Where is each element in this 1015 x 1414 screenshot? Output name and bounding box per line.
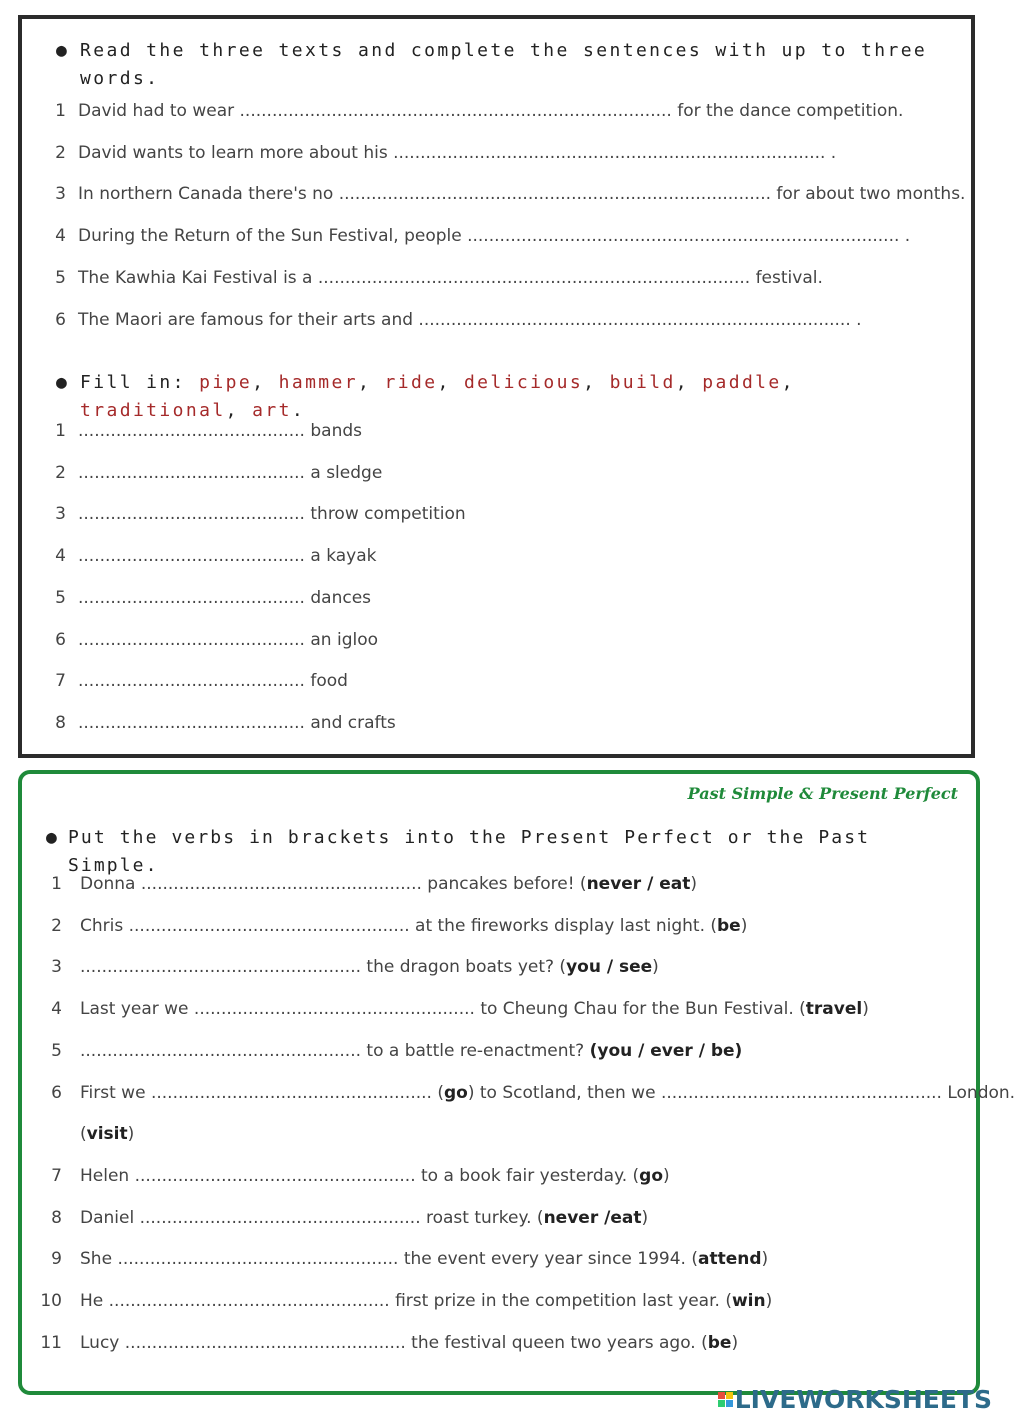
grammar-number: 7 xyxy=(51,1165,62,1186)
verb-hint: you / see xyxy=(566,957,653,978)
question-number: 1 xyxy=(55,101,66,121)
logo-text: LIVEWORKSHEETS xyxy=(734,1384,992,1414)
sentence-close: ) xyxy=(690,874,698,894)
answer-blank[interactable]: .......................................... xyxy=(78,546,305,567)
word-bank-item: pipe xyxy=(199,372,253,393)
word-bank-item: art xyxy=(252,400,292,421)
question-text[interactable]: The Maori are famous for their arts and ................................................................................ . xyxy=(78,309,862,330)
sentence-close: ) xyxy=(740,915,748,936)
question-text[interactable]: During the Return of the Sun Festival, people ................................................................................ . xyxy=(78,226,911,247)
sentence-end: to Cheung Chau for the Bun Festival. ( xyxy=(480,999,806,1020)
fill-in-number: 2 xyxy=(55,462,66,483)
fill-in-number: 4 xyxy=(55,546,66,567)
answer-blank[interactable]: .................................................... xyxy=(660,1082,942,1103)
sentence-end: ( xyxy=(437,1082,444,1103)
sentence-start: Donna xyxy=(80,874,136,894)
sentence-start: Daniel xyxy=(80,1207,135,1228)
answer-blank[interactable]: .......................................... xyxy=(78,504,305,525)
question-text[interactable]: David wants to learn more about his ................................................................................ . xyxy=(78,142,837,163)
sentence-start: He xyxy=(80,1291,104,1311)
answer-blank[interactable]: .................................................... xyxy=(128,915,410,936)
sentence-close: ) xyxy=(641,1207,649,1228)
sentence-start: Lucy xyxy=(80,1332,120,1353)
sentence-end: London. xyxy=(947,1082,1015,1103)
answer-blank[interactable]: .................................................... xyxy=(140,874,422,894)
section-title: Past Simple & Present Perfect xyxy=(687,784,958,803)
answer-blank[interactable]: .................................................... xyxy=(134,1165,416,1186)
grammar-number: 9 xyxy=(51,1249,62,1270)
sentence-close: ) xyxy=(652,957,659,978)
verb-hint: win xyxy=(731,1291,766,1311)
verb-hint: be xyxy=(717,915,741,936)
word-bank-item: build xyxy=(609,372,676,393)
answer-blank[interactable]: .................................................... xyxy=(139,1207,421,1228)
fill-in-number: 5 xyxy=(55,587,66,608)
grammar-number: 2 xyxy=(51,915,62,936)
answer-blank[interactable]: .......................................... xyxy=(78,462,305,483)
liveworksheets-logo xyxy=(718,1386,992,1412)
answer-blank[interactable]: .................................................... xyxy=(124,1332,406,1353)
answer-blank[interactable]: .................................................... xyxy=(108,1291,390,1311)
bullet-icon: ● xyxy=(46,827,57,848)
grammar-number: 11 xyxy=(40,1332,62,1353)
fill-in-text: food xyxy=(310,671,348,692)
sentence-end: roast turkey. ( xyxy=(426,1207,544,1228)
question-number: 4 xyxy=(55,226,66,247)
answer-blank[interactable]: .................................................... xyxy=(117,1249,399,1270)
sentence-end: first prize in the competition last year. ( xyxy=(395,1291,732,1311)
fill-in-prefix: Fill in: xyxy=(80,372,186,393)
answer-blank[interactable]: .................................................... xyxy=(80,957,361,978)
sentence-end: to a battle re-enactment? xyxy=(366,1040,590,1061)
grammar-number: 4 xyxy=(51,999,62,1020)
sentence-start: Chris xyxy=(80,915,124,936)
verb-hint: (you / ever / be) xyxy=(589,1040,743,1061)
fill-in-instruction xyxy=(56,369,960,425)
question-text[interactable]: In northern Canada there's no ................................................................................ for about two months. xyxy=(78,184,966,205)
answer-blank[interactable]: .................................................... xyxy=(150,1082,432,1103)
sentence-end: the festival queen two years ago. ( xyxy=(411,1332,708,1353)
bullet-icon: ● xyxy=(56,40,67,61)
answer-blank[interactable]: .................................................... xyxy=(193,999,475,1020)
verb-hint: go xyxy=(444,1082,468,1103)
sentence-close: ) xyxy=(731,1332,739,1353)
grammar-instruction-text: Put the verbs in brackets into the Present Perfect or the Past Simple. xyxy=(68,827,871,876)
reading-instruction-text: Read the three texts and complete the sentences with up to three words. xyxy=(80,40,928,89)
fill-in-text: dances xyxy=(310,587,372,608)
sentence-close: ) to Scotland, then we xyxy=(467,1082,656,1103)
answer-blank[interactable]: .......................................... xyxy=(78,671,305,692)
answer-blank[interactable]: .......................................... xyxy=(78,712,305,733)
question-text[interactable]: The Kawhia Kai Festival is a ................................................................................ festival. xyxy=(78,267,823,288)
reading-exercise-box xyxy=(18,15,975,758)
sentence-end: to a book fair yesterday. ( xyxy=(421,1165,640,1186)
answer-blank[interactable]: .................................................... xyxy=(80,1040,361,1061)
verb-hint: visit xyxy=(86,1124,128,1145)
sentence-close: ) xyxy=(663,1165,670,1186)
sentence-end: the event every year since 1994. ( xyxy=(403,1249,698,1270)
sentence-start: Last year we xyxy=(80,999,189,1020)
verb-hint: go xyxy=(639,1165,664,1186)
fill-in-number: 1 xyxy=(55,421,66,441)
answer-blank[interactable]: .......................................... xyxy=(78,587,305,608)
sentence-close: ) xyxy=(765,1291,773,1311)
verb-hint: travel xyxy=(805,999,863,1020)
grammar-number: 10 xyxy=(40,1291,62,1311)
fill-in-text: throw competition xyxy=(310,504,466,525)
question-number: 5 xyxy=(55,267,66,288)
fill-in-text: a kayak xyxy=(310,546,377,567)
word-bank: pipe, hammer, ride, delicious, build, paddle, traditional, art. xyxy=(80,372,795,421)
grammar-number: 1 xyxy=(51,874,62,894)
logo-mark-icon xyxy=(718,1392,733,1407)
grammar-number: 8 xyxy=(51,1207,62,1228)
verb-hint: never / eat xyxy=(586,874,691,894)
sentence-end: at the fireworks display last night. ( xyxy=(415,915,718,936)
fill-in-number: 8 xyxy=(55,712,66,733)
grammar-number: 5 xyxy=(51,1040,62,1061)
answer-blank[interactable]: .......................................... xyxy=(78,421,305,441)
fill-in-text: an igloo xyxy=(310,629,379,650)
word-bank-item: paddle xyxy=(702,372,782,393)
sentence-start: She xyxy=(80,1249,113,1270)
verb-hint: never /eat xyxy=(543,1207,642,1228)
question-number: 6 xyxy=(55,309,66,330)
fill-in-text: bands xyxy=(310,421,363,441)
word-bank-item: ride xyxy=(384,372,438,393)
word-bank-item: hammer xyxy=(278,372,359,393)
grammar-number: 6 xyxy=(51,1082,62,1103)
word-bank-item: delicious xyxy=(463,372,584,393)
answer-blank[interactable]: .......................................... xyxy=(78,629,305,650)
sentence-end: the dragon boats yet? ( xyxy=(366,957,567,978)
question-number: 3 xyxy=(55,184,66,205)
sentence-start: Helen xyxy=(80,1165,130,1186)
question-text[interactable]: David had to wear ................................................................................ for the dance competition. xyxy=(78,101,904,121)
bullet-icon: ● xyxy=(56,372,67,393)
verb-hint: attend xyxy=(698,1249,762,1270)
fill-in-number: 3 xyxy=(55,504,66,525)
sentence-start: First we xyxy=(80,1082,146,1103)
fill-in-text: a sledge xyxy=(310,462,383,483)
reading-instruction xyxy=(56,37,940,93)
fill-in-number: 6 xyxy=(55,629,66,650)
grammar-number: 3 xyxy=(51,957,62,978)
question-number: 2 xyxy=(55,142,66,163)
fill-in-text: and crafts xyxy=(310,712,396,733)
sentence-close: ) xyxy=(761,1249,769,1270)
fill-in-number: 7 xyxy=(55,671,66,692)
word-bank-item: traditional xyxy=(80,400,226,421)
grammar-exercise-box: Past Simple & Present Perfect ● Put the verbs in brackets into the Present Perfect or the Past Simple. 1 Donna .................................................... pancakes before! (never / eat) 2 Chris .................................................... at the fireworks display last night. (be) 3 .................................................... the dragon boats yet? (you / see) 4 Last year we .................................................... to Cheung Chau for the Bun Festival. (travel) 5 .................................................... to a battle re-enactment? (you / ever / be) 6 First we .................................................... (go) to Scotland, then we .................................................... London. (visit) 7 Helen .................................................... to a book fair yesterday. (go) 8 Daniel .................................................... roast turkey. (never /eat) 9 She .................................................... the event every year since 1994. (attend) 10 He .................................................... first prize in the competition last year. (win) 11 Lucy .................................................... the festival queen two years ago. (be) xyxy=(18,770,980,1395)
sentence-end: pancakes before! ( xyxy=(427,874,587,894)
verb-hint: be xyxy=(707,1332,732,1353)
sentence-close: ) xyxy=(862,999,869,1020)
